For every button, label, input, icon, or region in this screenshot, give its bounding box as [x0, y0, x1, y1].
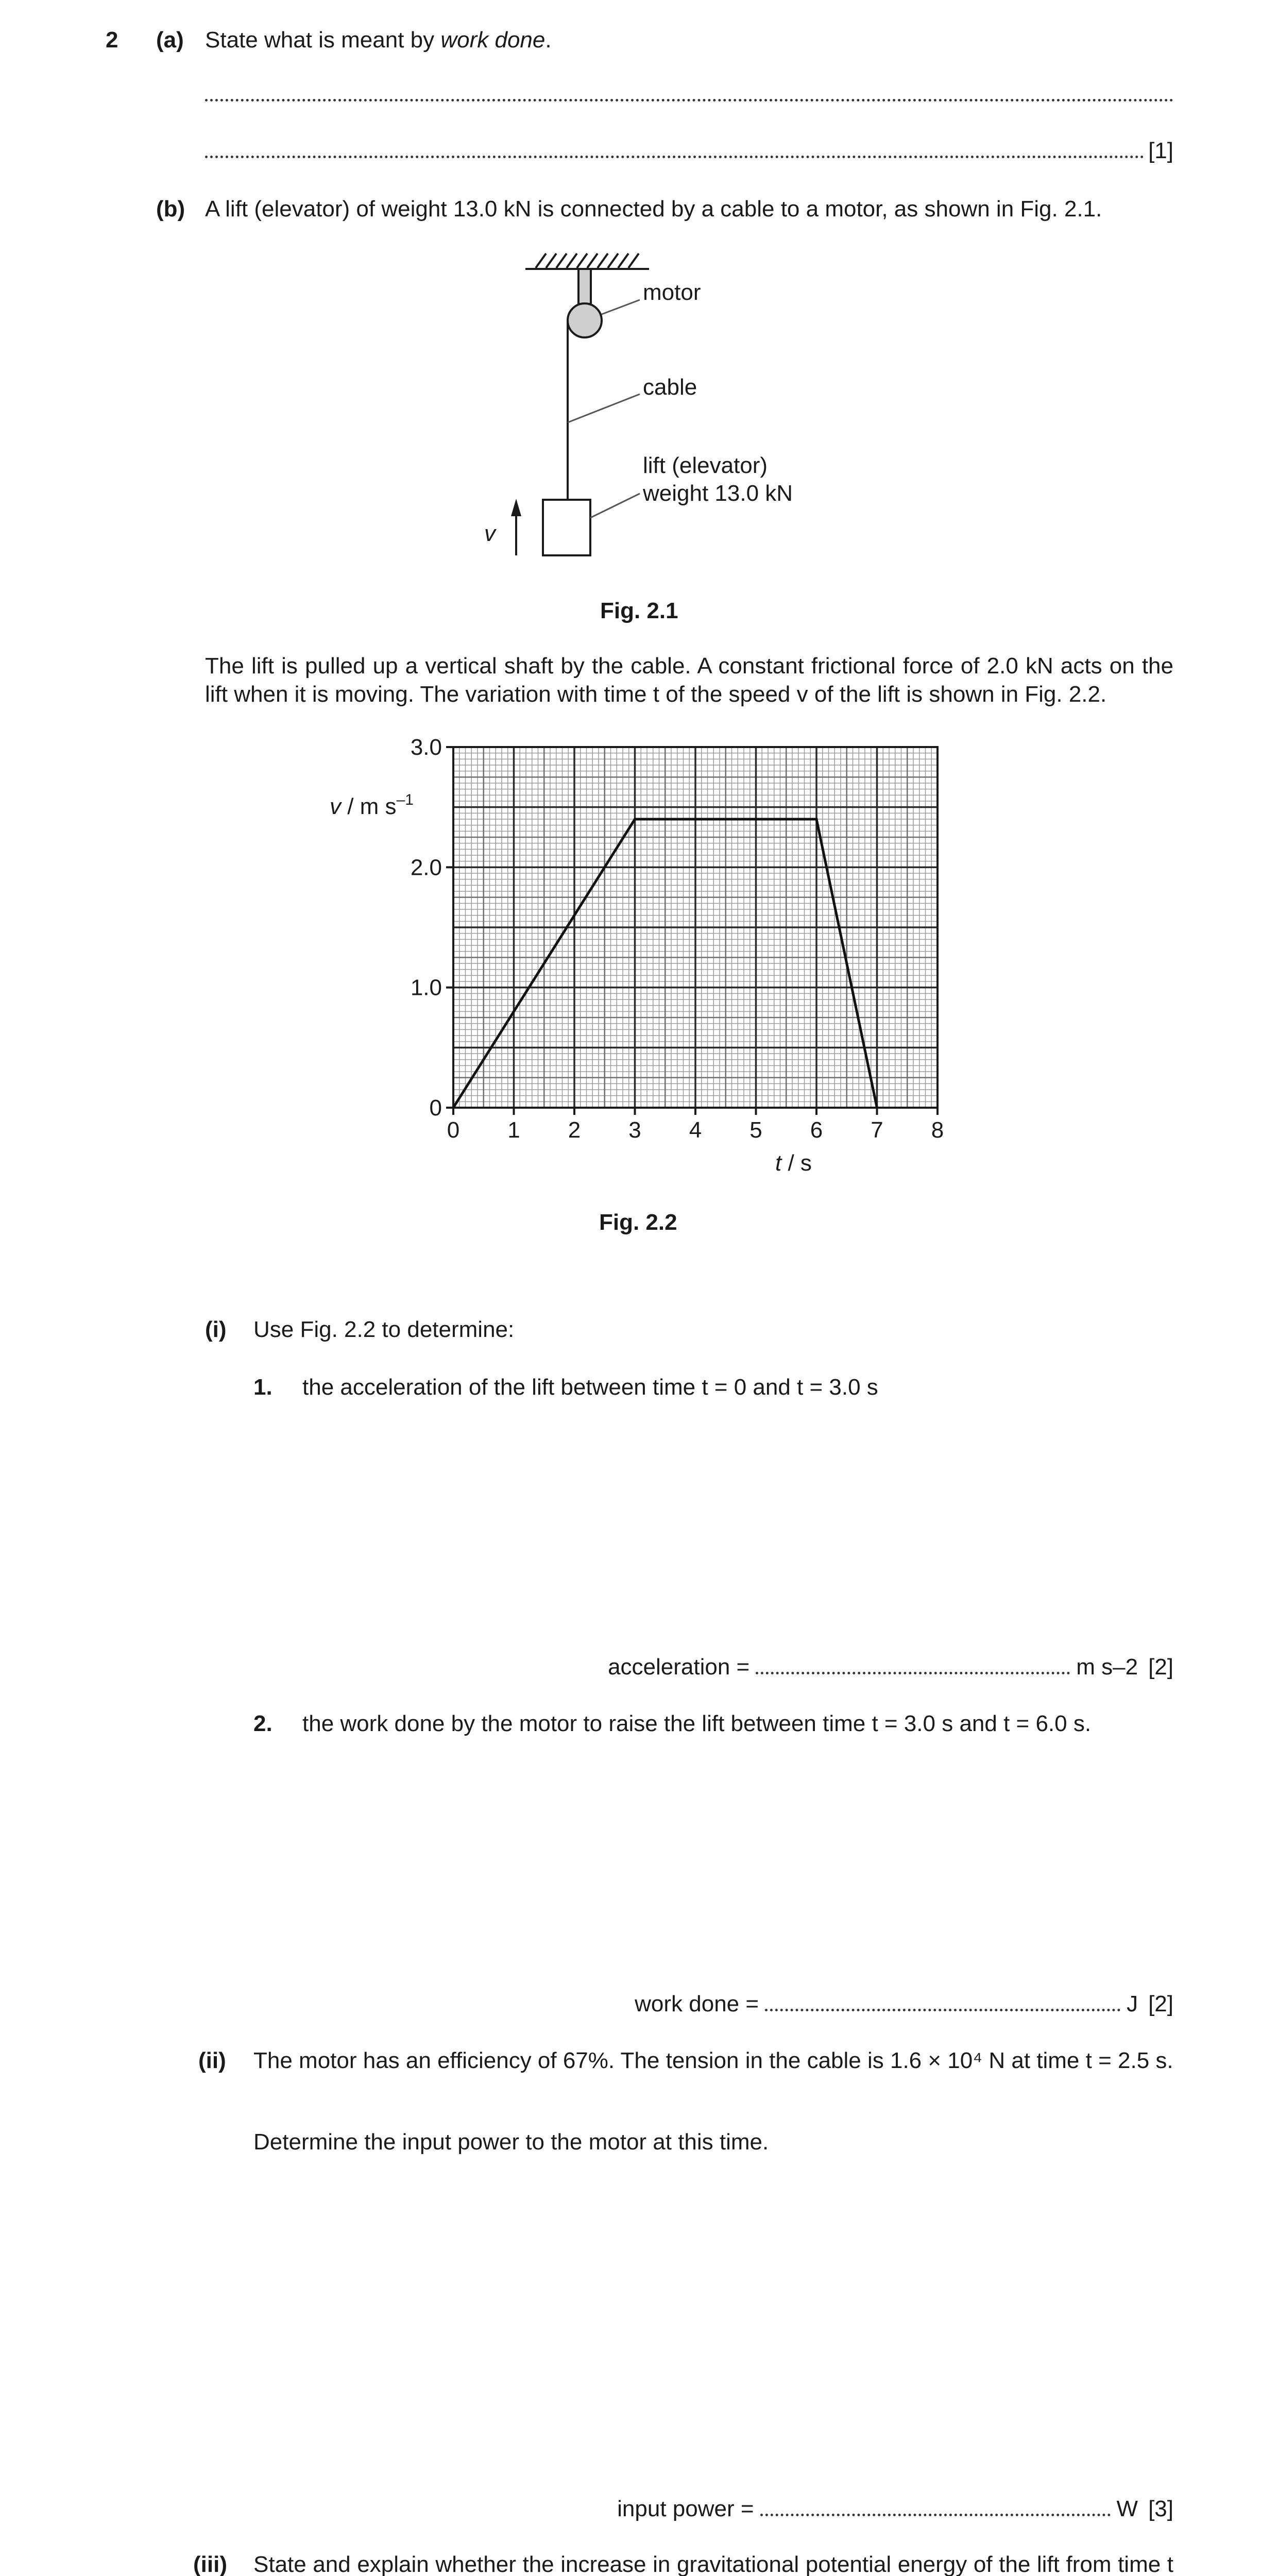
x-axis-label: t / s — [775, 1150, 812, 1176]
input-power-label: input power = — [617, 2496, 754, 2521]
input-power-marks: [3] — [1148, 2496, 1173, 2521]
acceleration-label: acceleration = — [608, 1654, 750, 1680]
acceleration-marks: [2] — [1148, 1654, 1173, 1680]
x-tick-labels — [447, 1117, 944, 1143]
part-i-text: Use Fig. 2.2 to determine: — [253, 1317, 515, 1342]
work-done-unit: J — [1127, 1991, 1138, 2016]
data-point — [816, 819, 817, 820]
part-i-2-question: the work done by the motor to raise the lift between time t = 3.0 s and t = 6.0 s. — [302, 1711, 1092, 1736]
y-tick-labels — [411, 735, 442, 1121]
input-power-answer-line[interactable] — [760, 2497, 1111, 2516]
x-tick-label: 2 — [568, 1117, 581, 1143]
part-ii-instruction: Determine the input power to the motor at this time. — [253, 2129, 769, 2155]
x-tick-label: 5 — [749, 1117, 762, 1143]
part-iii-label: (iii) — [193, 2552, 227, 2576]
label-lift-weight: weight 13.0 kN — [643, 481, 793, 506]
part-i-1-number: 1. — [253, 1375, 272, 1400]
part-a-label: (a) — [156, 27, 184, 53]
part-a-question: State what is meant by work done. — [205, 27, 552, 53]
part-ii-text: The motor has an efficiency of 67%. The tension in the cable is 1.6 × 10⁴ N at time t = 2.5 s. — [253, 2048, 1173, 2073]
part-a-marks: [1] — [1148, 138, 1173, 163]
label-velocity: v — [484, 521, 496, 546]
x-tick-label: 3 — [628, 1117, 641, 1143]
velocity-arrow — [511, 499, 521, 555]
label-lift-name: lift (elevator) — [643, 453, 768, 478]
y-tick-label: 1.0 — [410, 975, 442, 1001]
part-b-label: (b) — [156, 196, 185, 222]
y-tick-label: 2.0 — [410, 855, 442, 880]
part-ii-label: (ii) — [198, 2048, 226, 2073]
work-done-answer-row — [635, 1990, 1173, 2018]
figure-2-2-chart — [309, 726, 979, 1190]
data-point — [453, 1107, 454, 1108]
y-tick-label: 0 — [429, 1095, 442, 1121]
work-done-answer-line[interactable] — [765, 1992, 1120, 2011]
y-tick-label: 3.0 — [410, 735, 442, 760]
y-axis-label: v / m $s^{-1}$ — [330, 791, 414, 819]
figure-2-2-caption: Fig. 2.2 — [599, 1210, 677, 1235]
answer-line-a-2[interactable] — [205, 137, 1173, 165]
input-power-unit: W — [1116, 2496, 1138, 2521]
part-b-paragraph: The lift is pulled up a vertical shaft by the cable. A constant frictional force of 2.0 kN acts on the lift when it is moving. The variation with time t of the speed v of the lift is shown in Fig. 2.2. — [205, 653, 1173, 707]
x-tick-label: 7 — [871, 1117, 883, 1143]
answer-line-a-1[interactable] — [205, 82, 1173, 101]
figure-2-1-caption: Fig. 2.1 — [600, 598, 678, 623]
work-done-label: work done = — [635, 1991, 759, 2016]
x-tick-label: 6 — [810, 1117, 823, 1143]
lift-box — [543, 500, 590, 555]
part-iii-text: State and explain whether the increase in gravitational potential energy of the lift from time t — [253, 2552, 1173, 2576]
label-motor: motor — [643, 280, 701, 305]
ceiling-support — [525, 253, 649, 269]
x-tick-label: 8 — [931, 1117, 944, 1143]
part-i-2-number: 2. — [253, 1711, 272, 1736]
part-i-label: (i) — [205, 1317, 227, 1342]
question-number: 2 — [106, 27, 118, 53]
part-b-intro: A lift (elevator) of weight 13.0 kN is connected by a cable to a motor, as shown in Fig. 2.1. — [205, 196, 1102, 222]
motor-wheel — [568, 303, 602, 337]
motor-mount — [578, 269, 591, 304]
acceleration-unit: m s–2 — [1076, 1654, 1138, 1680]
figure-2-1-diagram — [453, 242, 824, 572]
x-tick-label: 0 — [447, 1117, 460, 1143]
x-tick-label: 1 — [507, 1117, 520, 1143]
input-power-answer-row — [617, 2495, 1173, 2523]
work-done-marks: [2] — [1148, 1991, 1173, 2016]
x-tick-label: 4 — [689, 1117, 702, 1143]
data-point — [635, 819, 636, 820]
acceleration-answer-line[interactable] — [756, 1655, 1070, 1674]
part-i-1-question: the acceleration of the lift between time t = 0 and t = 3.0 s — [302, 1375, 878, 1400]
data-point — [877, 1107, 878, 1108]
acceleration-answer-row — [608, 1653, 1173, 1681]
label-cable: cable — [643, 375, 697, 400]
